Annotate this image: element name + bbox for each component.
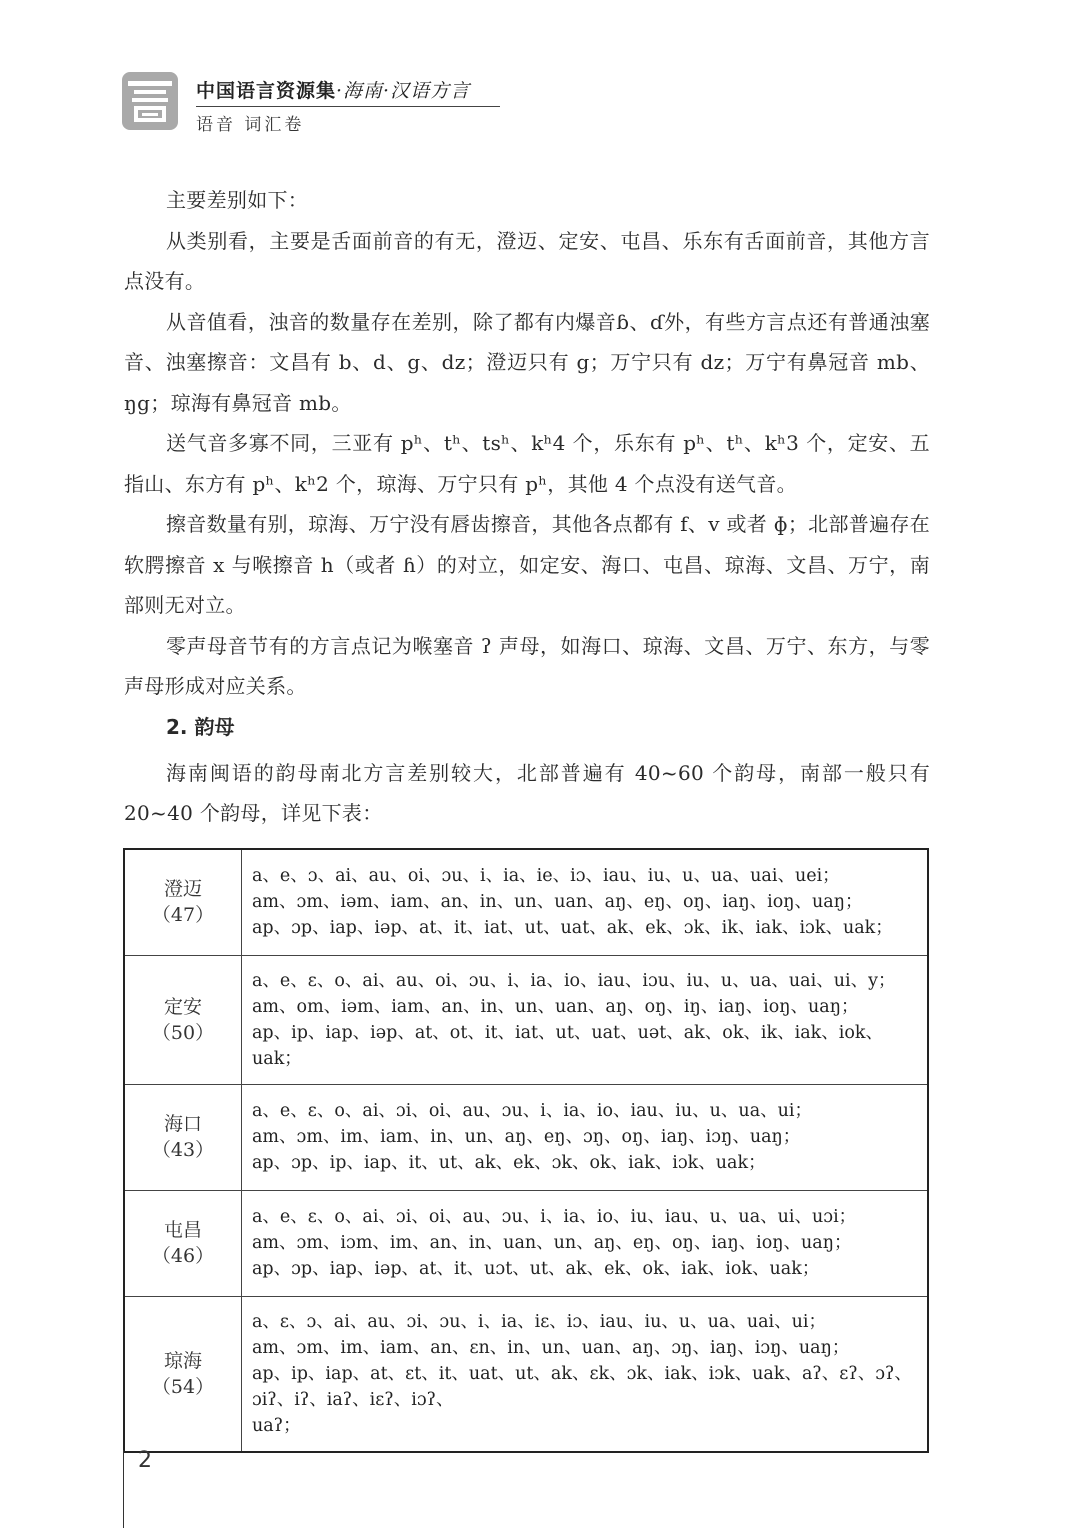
paragraph-finals: 海南闽语的韵母南北方言差别较大，北部普遍有 40~60 个韵母，南部一般只有 20~40 个韵母，详见下表： <box>124 760 930 825</box>
table-row <box>124 1084 928 1190</box>
finals-line: am、ɔm、im、iam、in、un、aŋ、eŋ、ɔŋ、oŋ、iaŋ、iɔŋ、uaŋ； <box>252 1127 801 1147</box>
place-cell <box>124 849 242 955</box>
finals-cell <box>242 955 929 1084</box>
finals-line: am、ɔm、iɔm、im、an、in、uan、un、aŋ、eŋ、oŋ、iaŋ、ioŋ、uaŋ； <box>252 1233 852 1253</box>
volume-subtitle: 语音 词汇卷 <box>196 115 305 135</box>
finals-line: a、e、ɛ、o、ai、ɔi、oi、au、ɔu、i、ia、io、iau、iu、u、ua、ui； <box>252 1101 812 1121</box>
table-row <box>124 1190 928 1296</box>
place-cell <box>124 1296 242 1452</box>
header-rule <box>196 106 500 107</box>
finals-line: uaʔ； <box>252 1415 301 1436</box>
finals-cell <box>242 1084 929 1190</box>
place-cell <box>124 1190 242 1296</box>
place-name: 澄迈 <box>163 878 202 901</box>
final-count: （43） <box>151 1139 215 1161</box>
finals-cell <box>242 1296 929 1452</box>
final-count: （50） <box>151 1021 215 1044</box>
final-count: （46） <box>151 1245 215 1267</box>
paragraph-voiced: 从音值看，浊音的数量存在差别，除了都有内爆音ɓ、ɗ外，有些方言点还有普通浊塞音、浊塞擦音：文昌有 b、d、g、dz；澄迈只有 g；万宁只有 dz；万宁有鼻冠音 mb、ŋg；琼海有鼻冠音 mb。 <box>124 309 930 415</box>
footer-rule <box>123 1450 124 1528</box>
book-title-main: 中国语言资源集 <box>196 80 337 102</box>
place-cell <box>124 1084 242 1190</box>
table-row <box>124 955 928 1084</box>
finals-line: am、ɔm、iəm、iam、an、in、un、uan、aŋ、eŋ、oŋ、iaŋ、ioŋ、uaŋ； <box>252 892 863 913</box>
paragraph-zero-initial: 零声母音节有的方言点记为喉塞音 ʔ 声母，如海口、琼海、文昌、万宁、东方，与零声母形成对应关系。 <box>124 633 930 698</box>
paragraph-category: 从类别看，主要是舌面前音的有无，澄迈、定安、屯昌、乐东有舌面前音，其他方言点没有。 <box>124 228 930 293</box>
place-name: 海口 <box>163 1113 202 1135</box>
running-header <box>122 70 522 135</box>
page-number: 2 <box>138 1448 152 1473</box>
place-name: 屯昌 <box>163 1219 202 1241</box>
final-count: （47） <box>151 904 215 927</box>
finals-line: ap、ɔp、iap、iəp、at、it、uɔt、ut、ak、ek、ok、iak、iok、uak； <box>252 1259 820 1279</box>
finals-line: ap、ip、iap、iəp、at、ot、it、iat、ut、uat、uət、ak、ok、ik、iak、iok、uak； <box>252 1022 883 1069</box>
place-name: 琼海 <box>163 1349 202 1372</box>
place-name: 定安 <box>163 995 202 1018</box>
finals-line: a、e、ɛ、o、ai、ɔi、oi、au、ɔu、i、ia、io、iu、iau、u、ua、ui、uɔi； <box>252 1207 857 1227</box>
finals-line: a、e、ɛ、o、ai、au、oi、ɔu、i、ia、io、iau、iɔu、iu、u、ua、uai、ui、y； <box>252 970 896 991</box>
place-cell <box>124 955 242 1084</box>
book-title-sub: ·海南·汉语方言 <box>336 80 471 102</box>
paragraph-intro: 主要差别如下： <box>166 188 309 212</box>
finals-cell <box>242 1190 929 1296</box>
finals-line: am、ɔm、im、iam、an、ɛn、in、un、uan、aŋ、ɔŋ、iaŋ、iɔŋ、uaŋ； <box>252 1337 850 1358</box>
paragraph-aspirated: 送气音多寡不同，三亚有 pʰ、tʰ、tsʰ、kʰ4 个，乐东有 pʰ、tʰ、kʰ3 个，定安、五指山、东方有 pʰ、kʰ2 个，琼海、万宁只有 pʰ，其他 4 个点没有送气音。 <box>124 431 930 496</box>
final-count: （54） <box>151 1375 215 1398</box>
paragraph-fricatives: 擦音数量有别，琼海、万宁没有唇齿擦音，其他各点都有 f、v 或者 ɸ；北部普遍存在软腭擦音 x 与喉擦音 h（或者 ɦ）的对立，如定安、海口、屯昌、琼海、文昌、万宁，南部则无对立。 <box>124 512 930 617</box>
finals-line: ap、ɔp、ip、iap、it、ut、ak、ek、ɔk、ok、iak、iɔk、uak； <box>252 1153 766 1173</box>
finals-line: a、e、ɔ、ai、au、oi、ɔu、i、ia、ie、iɔ、iau、iu、u、ua、uai、uei； <box>252 866 840 887</box>
yu-char-logo-icon <box>122 72 178 130</box>
finals-line: ap、ɔp、iap、iəp、at、it、iat、ut、uat、ak、ek、ɔk、ik、iak、iɔk、uak； <box>252 918 893 939</box>
table-row <box>124 1296 928 1452</box>
main-text <box>124 180 930 834</box>
finals-table <box>123 848 929 1453</box>
finals-cell <box>242 849 929 955</box>
finals-line: am、om、iəm、iam、an、in、un、uan、aŋ、oŋ、iŋ、iaŋ、ioŋ、uaŋ； <box>252 996 859 1017</box>
section-heading: 2. 韵母 <box>166 714 235 739</box>
table-row <box>124 849 928 955</box>
finals-line: ap、ip、iap、at、ɛt、it、uat、ut、ak、ɛk、ɔk、iak、iɔk、uak、aʔ、ɛʔ、ɔʔ、ɔiʔ、iʔ、iaʔ、iɛʔ、iɔʔ、 <box>252 1363 912 1410</box>
finals-line: a、ɛ、ɔ、ai、au、ɔi、ɔu、i、ia、iɛ、iɔ、iau、iu、u、ua、uai、ui； <box>252 1311 827 1332</box>
book-title <box>196 76 470 103</box>
